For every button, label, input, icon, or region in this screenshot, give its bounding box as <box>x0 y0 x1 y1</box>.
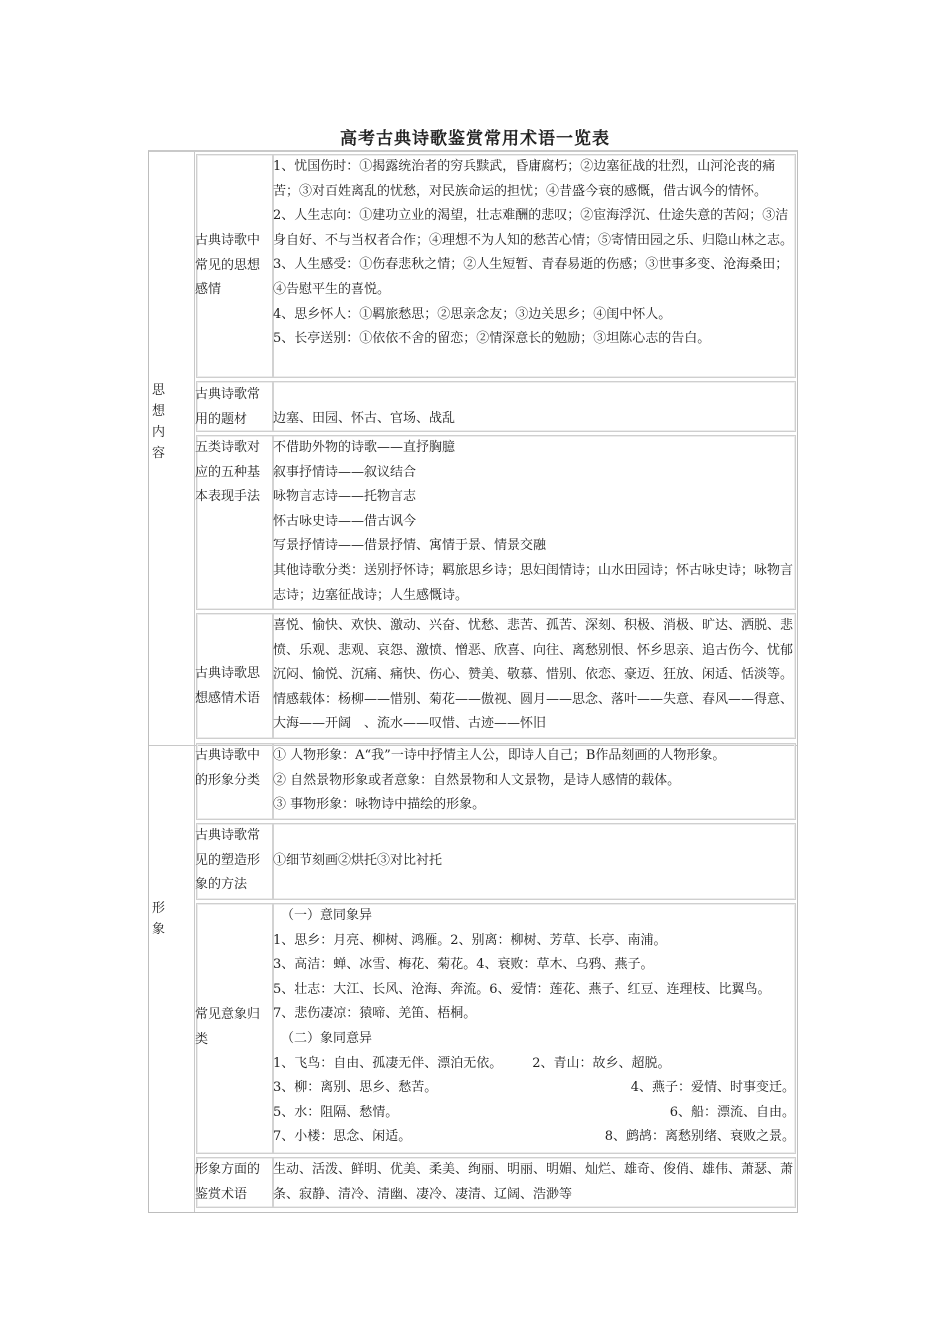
content-line: 4、思乡怀人：①羁旅愁思；②思亲念友；③边关思乡；④闺中怀人。 <box>273 306 672 322</box>
content-line: 情感载体：杨柳——惜别、菊花——傲视、圆月——思念、落叶——失意、春风——得意、大海——开阔 、流水——叹惜、古迹——怀旧 <box>273 691 794 732</box>
category-thought-content: 思想内容 <box>152 383 166 461</box>
topic-cell: 古典诗歌常用的题材 <box>195 387 261 427</box>
meaning-item: 5、水：阻隔、愁情。 <box>273 1104 399 1120</box>
topic-cell: 古典诗歌中常见的思想感情 <box>195 233 261 297</box>
topic-cell: 五类诗歌对应的五种基本表现手法 <box>195 440 261 504</box>
content-line: 不借助外物的诗歌——直抒胸臆 <box>273 440 456 455</box>
subheading: （二）象同意异 <box>281 1030 373 1046</box>
content-cell <box>273 744 795 818</box>
content-line: 边塞、田园、怀古、官场、战乱 <box>273 411 456 426</box>
content-cell <box>273 1158 795 1207</box>
content-line: 5、壮志：大江、长风、沧海、奔流。6、爱情：莲花、燕子、红豆、连理枝、比翼鸟。 7、悲伤凄凉：猿啼、羌笛、梧桐。 <box>273 981 771 1022</box>
content-line <box>273 1076 795 1101</box>
content-line: 怀古咏史诗——借古讽今 <box>273 513 417 529</box>
content-line: 喜悦、愉快、欢快、激动、兴奋、忧愁、悲苦、孤苦、深刻、积极、消极、旷达、洒脱、悲愤、乐观、悲观、哀怨、激愤、憎恶、欣喜、向往、离愁别恨、怀乡思亲、追古伤今、忧郁沉闷、愉悦、沉痛、痛快、伤心、赞美、敬慕、惜别、依恋、豪迈、狂放、闲适、恬淡等。 <box>273 618 794 683</box>
meaning-item: 3、柳：离别、思乡、愁苦。 <box>273 1080 438 1096</box>
meaning-item: 2、青山：故乡、超脱。 <box>532 1055 671 1071</box>
content-line <box>273 1052 795 1077</box>
topic-cell: 古典诗歌思想感情术语 <box>195 666 261 706</box>
content-line: ③ 事物形象：咏物诗中描绘的形象。 <box>273 797 486 813</box>
category-image: 形象 <box>152 901 166 937</box>
content-line: 咏物言志诗——托物言志 <box>273 489 417 505</box>
content-cell <box>273 904 795 1150</box>
content-cell <box>273 614 795 737</box>
content-line <box>273 1101 795 1126</box>
topic-cell: 古典诗歌中的形象分类 <box>195 748 261 788</box>
topic-cell: 形象方面的鉴赏术语 <box>195 1162 261 1202</box>
content-line: 叙事抒情诗——叙议结合 <box>273 464 417 480</box>
content-cell <box>273 436 795 608</box>
topic-cell: 常见意象归类 <box>195 1007 261 1047</box>
page-title: 高考古典诗歌鉴赏常用术语一览表 <box>340 129 610 149</box>
content-line: ② 自然景物形象或者意象：自然景物和人文景物，是诗人感情的载体。 <box>273 772 681 788</box>
meaning-item: 6、船：漂流、自由。 <box>669 1104 795 1120</box>
content-line: ①细节刻画②烘托③对比衬托 <box>273 853 443 868</box>
content-line: 2、人生志向：①建功立业的渴望，壮志难酬的悲叹；②宦海浮沉、仕途失意的苦闷；③洁身自好、不与当权者合作；④理想不为人知的愁苦心情；⑤寄情田园之乐、归隐山林之志。 <box>273 208 794 248</box>
content-line: 写景抒情诗——借景抒情、寓情于景、情景交融 <box>273 538 547 554</box>
content-line: 5、长亭送别：①依依不舍的留恋；②情深意长的勉励；③坦陈心志的告白。 <box>273 331 711 347</box>
content-line: 1、忧国伤时：①揭露统治者的穷兵黩武，昏庸腐朽；②边塞征战的壮烈，山河沦丧的痛苦；③对百姓离乱的忧愁，对民族命运的担忧；④昔盛今衰的感慨，借古讽今的情怀。 <box>273 159 776 199</box>
content-line: 1、思乡：月亮、柳树、鸿雁。2、别离：柳树、芳草、长亭、南浦。 <box>273 932 667 948</box>
content-line: 其他诗歌分类：送别抒怀诗；羁旅思乡诗；思妇闺情诗；山水田园诗；怀古咏史诗；咏物言志诗；边塞征战诗；人生感慨诗。 <box>273 562 794 603</box>
content-line: ① 人物形象：A“我”一诗中抒情主人公，即诗人自己；B作品刻画的人物形象。 <box>273 748 726 763</box>
content-cell <box>273 407 795 432</box>
content-line: 3、高洁：蝉、冰雪、梅花、菊花。4、衰败：草木、乌鸦、燕子。 <box>273 957 654 973</box>
meaning-item: 1、飞鸟：自由、孤凄无伴、漂泊无依。 <box>273 1055 503 1071</box>
topic-cell: 古典诗歌常见的塑造形象的方法 <box>195 828 261 892</box>
subheading: （一）意同象异 <box>281 908 373 923</box>
content-line: 生动、活泼、鲜明、优美、柔美、绚丽、明丽、明媚、灿烂、雄奇、俊俏、雄伟、萧瑟、萧条、寂静、清冷、清幽、凄冷、凄清、辽阔、浩渺等 <box>273 1162 794 1202</box>
content-cell <box>273 155 795 352</box>
content-cell <box>273 849 795 874</box>
meaning-item: 4、燕子：爱情、时事变迁。 <box>630 1080 795 1096</box>
content-line <box>273 1125 795 1150</box>
meaning-item: 7、小楼：思念、闲适。 <box>273 1129 412 1145</box>
content-line: 3、人生感受：①伤春悲秋之情；②人生短暂、青春易逝的伤感；③世事多变、沧海桑田；④告慰平生的喜悦。 <box>273 257 789 297</box>
meaning-item: 8、鹧鸪：离愁别绪、衰败之景。 <box>604 1129 795 1145</box>
